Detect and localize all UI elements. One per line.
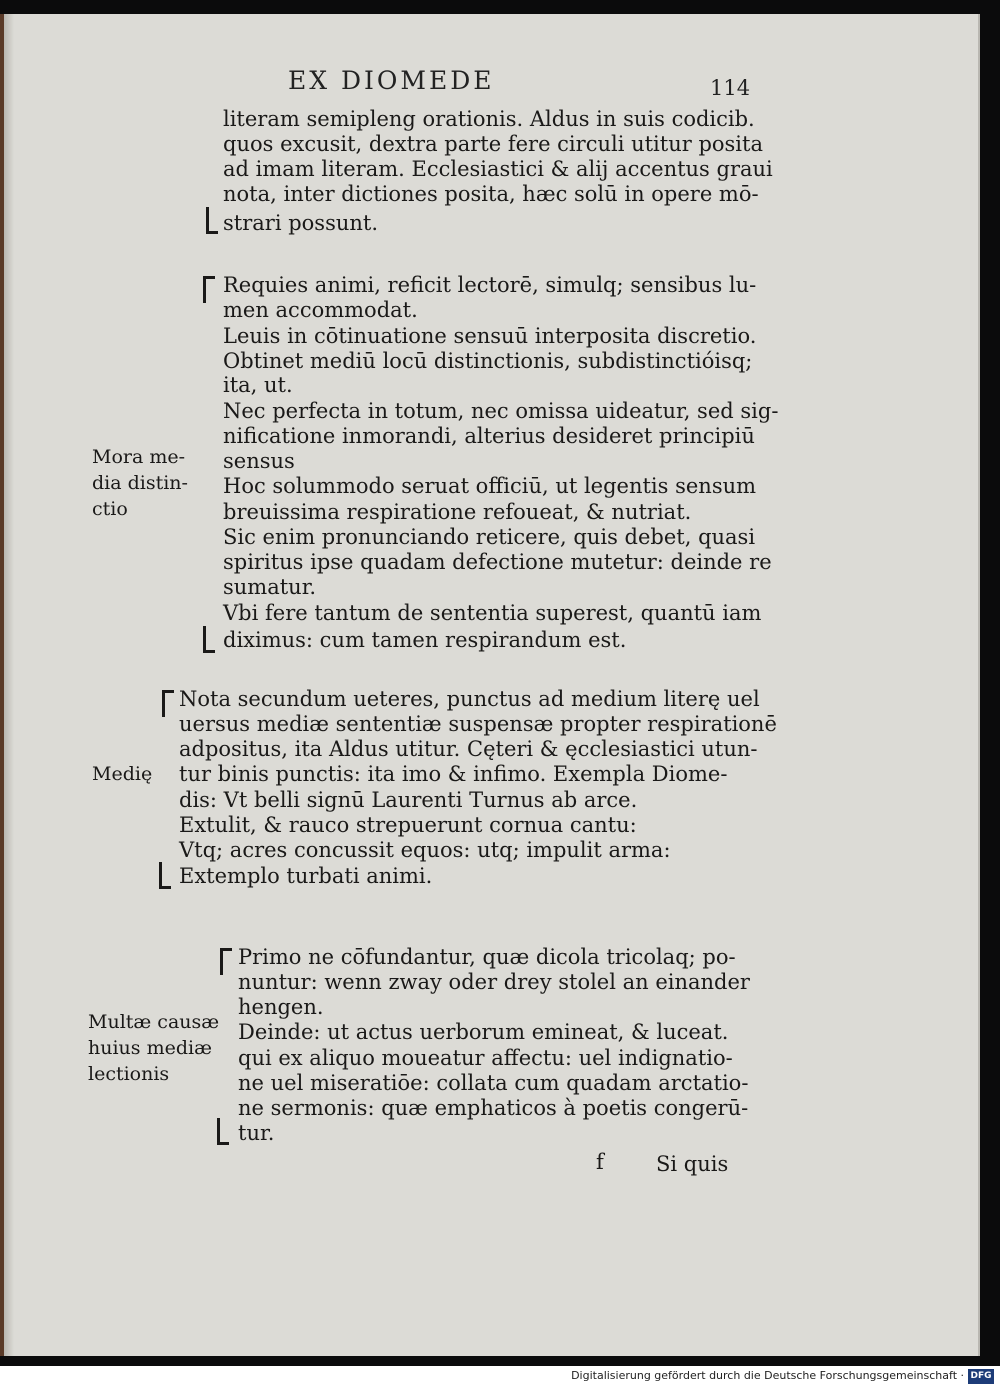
text-line: diximus: cum tamen respirandum est.	[223, 628, 627, 652]
page-gutter-shadow	[4, 14, 14, 1356]
catchword: Si quis	[656, 1152, 729, 1176]
margin-note: Multæ causæ	[88, 1011, 220, 1033]
text-line: dis: Vt belli signū Laurenti Turnus ab arce.	[179, 788, 638, 812]
text-line: Hoc solummodo seruat officiū, ut legentis sensum	[223, 474, 757, 498]
text-line: ne sermonis: quæ emphaticos à poetis congerū-	[238, 1096, 749, 1120]
text-line: men accommodat.	[223, 298, 418, 322]
text-line: Obtinet mediū locū distinctionis, subdistinctióisq;	[223, 349, 753, 373]
running-head: EX DIOMEDE	[288, 66, 495, 95]
margin-note: dia distin-	[92, 472, 188, 494]
margin-note: lectionis	[88, 1063, 170, 1085]
text-line: Extulit, & rauco strepuerunt cornua cantu:	[179, 813, 637, 837]
credit-text: Digitalisierung gefördert durch die Deutsche Forschungsgemeinschaft ·	[571, 1369, 964, 1382]
bracket-start	[162, 690, 174, 717]
text-line: tur binis punctis: ita imo & infimo. Exempla Diome-	[179, 762, 728, 786]
text-line: breuissima respiratione refoueat, & nutriat.	[223, 500, 692, 524]
margin-note: Medię	[92, 763, 153, 785]
bracket-start	[203, 276, 215, 303]
text-line: sumatur.	[223, 575, 317, 599]
dfg-logo: DFG	[968, 1369, 994, 1384]
text-line: Extemplo turbati animi.	[179, 864, 433, 888]
folio-number: 114	[710, 76, 751, 100]
text-line: Nec perfecta in totum, nec omissa uideatur, sed sig-	[223, 399, 779, 423]
book-page	[4, 14, 980, 1356]
bracket-end	[217, 1118, 229, 1145]
text-line: Vbi fere tantum de sententia superest, quantū iam	[223, 601, 762, 625]
text-line: tur.	[238, 1121, 275, 1145]
text-line: Requies animi, reficit lectorē, simulq; sensibus lu-	[223, 273, 757, 297]
text-line: ne uel miseratiōe: collata cum quadam arctatio-	[238, 1071, 749, 1095]
margin-note: ctio	[92, 498, 128, 520]
text-line: ad imam literam. Ecclesiastici & alij accentus graui	[223, 157, 773, 181]
margin-note: huius mediæ	[88, 1037, 212, 1059]
text-line: nota, inter dictiones posita, hæc solū in opere mō-	[223, 182, 759, 206]
bracket-start	[220, 948, 232, 975]
text-line: nuntur: wenn zway oder drey stolel an einander	[238, 970, 750, 994]
text-line: ita, ut.	[223, 373, 293, 397]
text-line: Primo ne cōfundantur, quæ dicola tricolaq; po-	[238, 945, 736, 969]
bracket-end	[203, 626, 215, 653]
text-line: qui ex aliquo moueatur affectu: uel indignatio-	[238, 1046, 733, 1070]
text-line: hengen.	[238, 995, 324, 1019]
text-line: Leuis in cōtinuatione sensuū interposita discretio.	[223, 324, 757, 348]
bracket-end	[159, 862, 171, 889]
text-line: adpositus, ita Aldus utitur. Cęteri & ęcclesiastici utun-	[179, 737, 758, 761]
text-line: Sic enim pronunciando reticere, quis debet, quasi	[223, 525, 756, 549]
margin-note: Mora me-	[92, 446, 186, 468]
signature-mark: f	[596, 1150, 604, 1174]
text-line: sensus	[223, 449, 295, 473]
text-line: strari possunt.	[223, 211, 379, 235]
text-line: Nota secundum ueteres, punctus ad medium literę uel	[179, 687, 760, 711]
text-line: quos excusit, dextra parte fere circuli utitur posita	[223, 132, 763, 156]
text-line: uersus mediæ sententiæ suspensæ propter respirationē	[179, 712, 777, 736]
digitization-credit-bar	[0, 1366, 1000, 1389]
text-line: Deinde: ut actus uerborum emineat, & luceat.	[238, 1020, 729, 1044]
bracket-end	[206, 207, 218, 234]
text-line: spiritus ipse quadam defectione mutetur: deinde re	[223, 550, 772, 574]
text-line: Vtq; acres concussit equos: utq; impulit arma:	[179, 838, 671, 862]
text-line: nificatione inmorandi, alterius desideret principiū	[223, 424, 755, 448]
text-line: literam semipleng orationis. Aldus in suis codicib.	[223, 107, 755, 131]
